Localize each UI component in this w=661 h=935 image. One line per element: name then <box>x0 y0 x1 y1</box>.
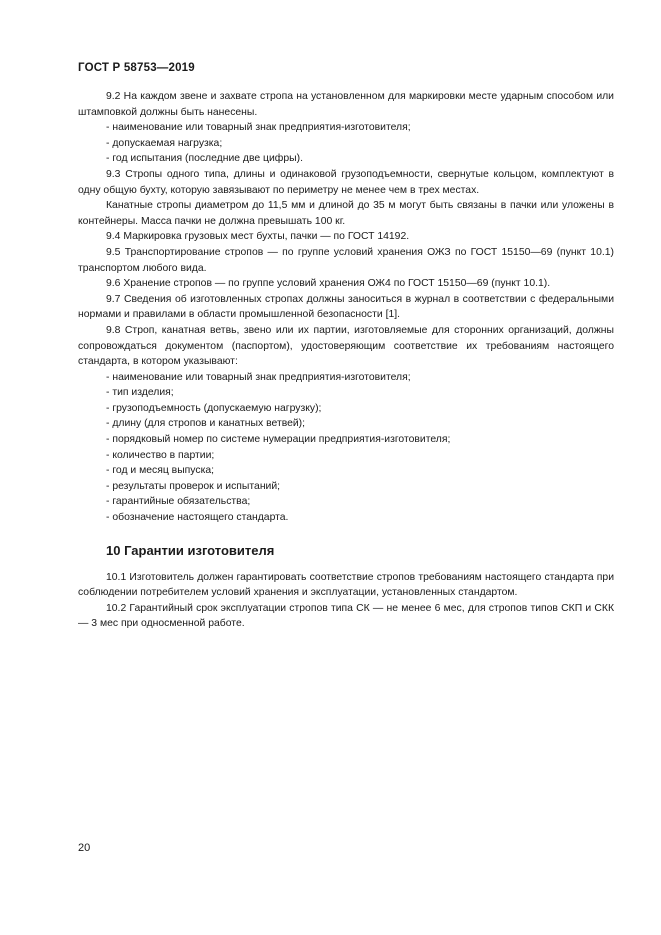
list-item: - наименование или товарный знак предприятия-изготовителя; <box>106 122 411 134</box>
list-item: - грузоподъемность (допускаемую нагрузку); <box>106 402 322 414</box>
list-item: - наименование или товарный знак предприятия-изготовителя; <box>106 371 411 383</box>
list-item: - год и месяц выпуска; <box>106 465 215 477</box>
paragraph-10-2: 10.2 Гарантийный срок эксплуатации стропов типа СК — не менее 6 мес, для стропов типов СКП и СКК — 3 мес при односменной работе. <box>78 602 614 630</box>
paragraph-9-2: 9.2 На каждом звене и захвате стропа на установленном для маркировки месте ударным способом или штамповкой должны быть нанесены. <box>78 91 614 118</box>
list-item: - гарантийные обязательства; <box>106 496 251 508</box>
paragraph-9-3-cont: Канатные стропы диаметром до 11,5 мм и длиной до 35 м могут быть связаны в пачки или уложены в контейнеры. Масса пачки не должна превышать 100 кг. <box>78 200 614 227</box>
paragraph-9-7: 9.7 Сведения об изготовленных стропах должны заноситься в журнал в соответствии с федеральными нормами и правилами в области промышленной безопасности [1]. <box>78 293 614 321</box>
list-item: - допускаемая нагрузка; <box>106 137 223 149</box>
list-item: - год испытания (последние две цифры). <box>106 153 303 165</box>
section-title: 10 Гарантии изготовителя <box>106 542 275 558</box>
list-item: - результаты проверок и испытаний; <box>106 480 281 492</box>
paragraph-9-6: 9.6 Хранение стропов — по группе условий хранения ОЖ4 по ГОСТ 15150—69 (пункт 10.1). <box>106 278 551 290</box>
paragraph-9-4: 9.4 Маркировка грузовых мест бухты, пачки — по ГОСТ 14192. <box>106 231 410 243</box>
document-header: ГОСТ Р 58753—2019 <box>78 62 195 74</box>
list-item: - порядковый номер по системе нумерации предприятия-изготовителя; <box>106 434 451 446</box>
list-item: - длину (для стропов и канатных ветвей); <box>106 418 306 430</box>
page-number: 20 <box>78 842 91 854</box>
paragraph-9-8: 9.8 Строп, канатная ветвь, звено или их партии, изготовляемые для сторонних организаций, должны сопровождаться документом (паспортом), удостоверяющим соответствие их требованиям настоящего стандарта, в котором указывают: <box>78 324 614 368</box>
list-item: - обозначение настоящего стандарта. <box>106 512 289 524</box>
paragraph-10-1: 10.1 Изготовитель должен гарантировать соответствие стропов требованиям настоящего стандарта при соблюдении потребителем условий хранения и эксплуатации, установленных стандартом. <box>78 571 614 599</box>
list-item: - количество в партии; <box>106 449 215 461</box>
paragraph-9-5: 9.5 Транспортирование стропов — по группе условий хранения ОЖЗ по ГОСТ 15150—69 (пункт 10.1) транспортом любого вида. <box>78 246 614 274</box>
paragraph-9-3: 9.3 Стропы одного типа, длины и одинаковой грузоподъемности, свернутые кольцом, комплектуют в одну общую бухту, которую завязывают по периметру не менее чем в трех местах. <box>78 168 614 196</box>
list-item: - тип изделия; <box>106 387 174 399</box>
page-content <box>78 89 614 632</box>
